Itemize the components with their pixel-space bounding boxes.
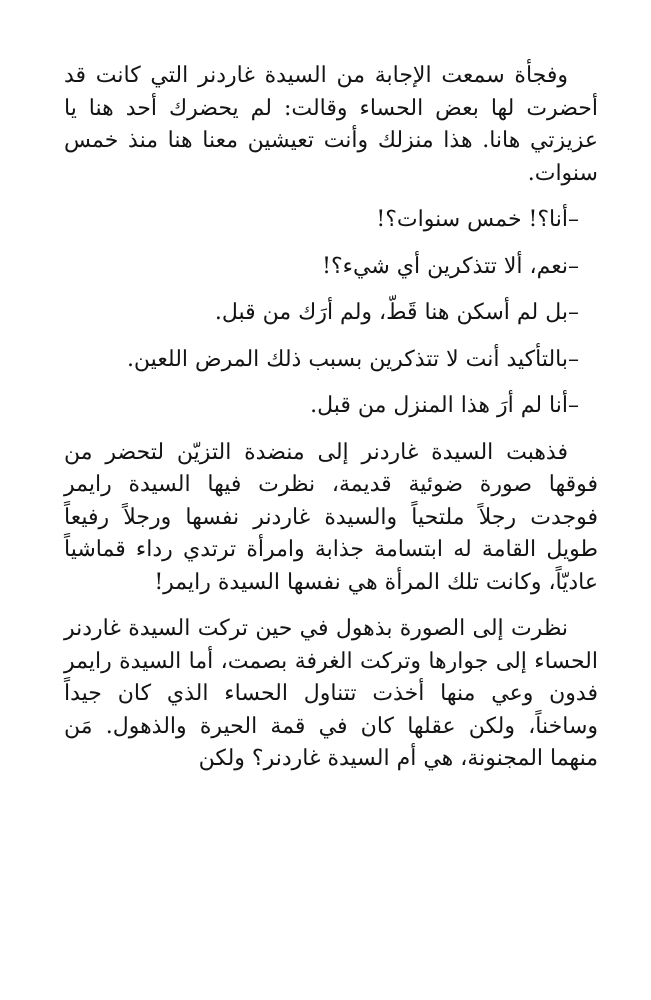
dialogue-line-2 <box>64 251 598 284</box>
paragraph-1: وفجأة سمعت الإجابة من السيدة غاردنر التي كانت قد أحضرت لها بعض الحساء وقالت: لم يحضرك أحد هنا يا عزيزتي هانا. هذا منزلك وأنت تعيشين معنا هنا منذ خمس سنوات. <box>64 63 598 186</box>
dialogue-dash: – <box>568 300 579 325</box>
dialogue-dash: – <box>568 253 579 279</box>
dialogue-dash: – <box>568 346 579 372</box>
dialogue-text: أنا؟! خمس سنوات؟! <box>376 207 568 232</box>
dialogue-line-4 <box>64 344 598 377</box>
dialogue-text: بالتأكيد أنت لا تتذكرين بسبب ذلك المرض اللعين. <box>126 346 568 372</box>
dialogue-text: أنا لم أرَ هذا المنزل من قبل. <box>310 393 568 418</box>
dialogue-line-5 <box>64 390 598 423</box>
dialogue-line-1 <box>64 204 598 237</box>
dialogue-text: نعم، ألا تتذكرين أي شيء؟! <box>322 253 568 279</box>
dialogue-text: بل لم أسكن هنا قَطّ، ولم أرَك من قبل. <box>214 300 568 325</box>
paragraph-2: فذهبت السيدة غاردنر إلى منضدة التزيّن لتحضر من فوقها صورة ضوئية قديمة، نظرت فيها السيدة رايمر فوجدت رجلاً ملتحياً والسيدة غاردنر نفسها ورجلاً رفيعاً طويل القامة له ابتسامة جذابة وامرأة ترتدي رداء قماشياً عاديّاً، وكانت تلك المرأة هي نفسها السيدة رايمر! <box>64 439 598 595</box>
book-page <box>64 60 598 790</box>
dialogue-dash: – <box>568 207 579 232</box>
dialogue-dash: – <box>568 393 579 418</box>
dialogue-line-3 <box>64 297 598 330</box>
paragraph-3: نظرت إلى الصورة بذهول في حين تركت السيدة غاردنر الحساء إلى جوارها وتركت الغرفة بصمت، أما السيدة رايمر فدون وعي منها أخذت تتناول الحساء الذي كان جيداً وساخناً، ولكن عقلها كان في قمة الحيرة والذهول. مَن منهما المجنونة، هي أم السيدة غاردنر؟ ولكن <box>64 616 598 771</box>
